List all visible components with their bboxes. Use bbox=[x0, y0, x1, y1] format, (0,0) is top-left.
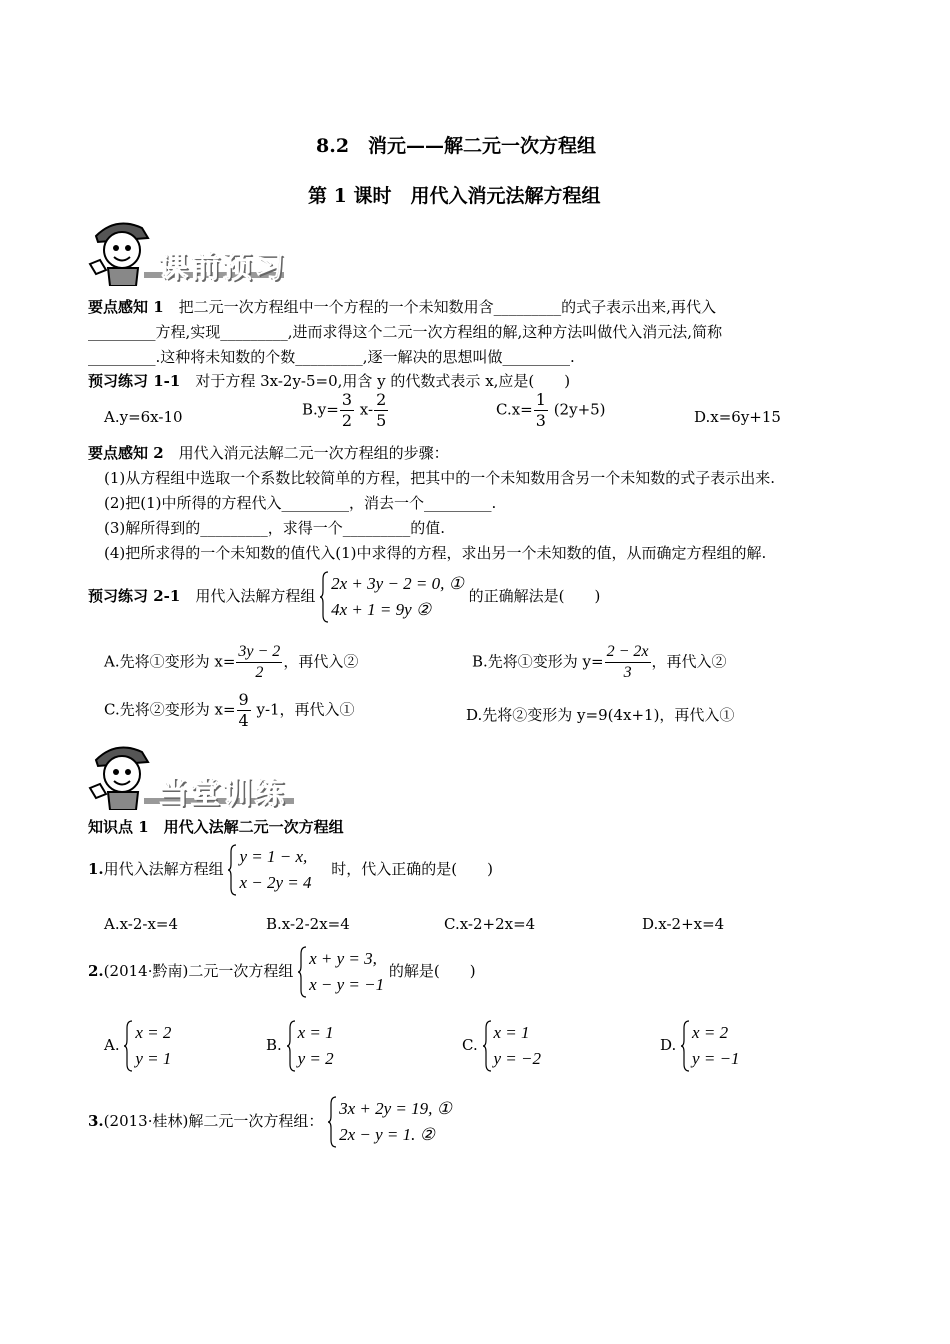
key-point-1-line2: _________方程,实现_________,进而求得这个二元一次方程组的解,这种方法叫做代入消元法,简称 bbox=[88, 323, 723, 341]
knowledge-point-1: 知识点 1 用代入法解二元一次方程组 bbox=[88, 818, 344, 836]
equation-system: y = 1 − x, x − 2y = 4 bbox=[228, 844, 311, 896]
key-point-2-stem: 要点感知 2 用代入消元法解二元一次方程组的步骤： bbox=[88, 444, 449, 462]
banner-text: 课前预习 bbox=[158, 250, 286, 285]
practice-1-1-stem: 预习练习 1-1 对于方程 3x-2y-5=0,用含 y 的代数式表示 x,应是( ) bbox=[88, 372, 571, 390]
banner-text: 当堂训练 bbox=[158, 776, 286, 811]
key-point-1-line3: _________.这种将未知数的个数_________,逐一解决的思想叫做_________. bbox=[88, 348, 575, 366]
question-2-stem: 2.(2014·黔南)二元一次方程组 x + y = 3, x − y = −1 的解是( ) bbox=[88, 946, 476, 998]
option-a: A.先将①变形为 x= $\frac{3y - 2}{2}$ ，再代入② bbox=[104, 643, 359, 681]
section-banner-preview bbox=[86, 214, 286, 286]
option-b: B.x-2-2x=4 bbox=[266, 915, 350, 933]
step-2: (2)把(1)中所得的方程代入_________，消去一个_________. bbox=[104, 494, 497, 512]
step-1: (1)从方程组中选取一个系数比较简单的方程，把其中的一个未知数用含另一个未知数的式子表示出来. bbox=[104, 469, 776, 487]
section-banner-practice bbox=[86, 738, 296, 810]
option-a: A.y=6x-10 bbox=[104, 408, 183, 426]
step-3: (3)解所得到的_________，求得一个_________的值. bbox=[104, 519, 446, 537]
equation-system: 3x + 2y = 19, ① 2x − y = 1. ② bbox=[328, 1096, 452, 1148]
equation-system: x + y = 3, x − y = −1 bbox=[298, 946, 384, 998]
option-c: C.先将②变形为 x= $\frac{9}{4}$ y-1，再代入① bbox=[104, 690, 355, 730]
option-b: B.y= $\frac{3}{2}$ x- $\frac{2}{5}$ bbox=[302, 390, 387, 430]
practice-2-1-stem: 预习练习 2-1 用代入法解方程组 2x + 3y − 2 = 0, ① 4x + 1 = 9y ② 的正确解法是( ) bbox=[88, 571, 600, 623]
option-a: A. x = 2 y = 1 bbox=[104, 1020, 171, 1072]
question-3-stem: 3.(2013·桂林)解二元一次方程组： 3x + 2y = 19, ① 2x − y = 1. ② bbox=[88, 1096, 452, 1148]
question-1-stem: 1.用代入法解方程组 y = 1 − x, x − 2y = 4 时，代入正确的是( ) bbox=[88, 844, 493, 896]
option-d: D.x=6y+15 bbox=[694, 408, 781, 426]
option-d: D.x-2+x=4 bbox=[642, 915, 725, 933]
page-title: 8.2 消元——解二元一次方程组 bbox=[316, 135, 597, 157]
equation-system: 2x + 3y − 2 = 0, ① 4x + 1 = 9y ② bbox=[320, 571, 464, 623]
option-a: A.x-2-x=4 bbox=[104, 915, 179, 933]
lesson-subtitle: 第 1 课时 用代入消元法解方程组 bbox=[308, 185, 601, 207]
option-c: C.x= $\frac{1}{3}$ (2y+5) bbox=[496, 390, 606, 430]
option-b: B. x = 1 y = 2 bbox=[266, 1020, 334, 1072]
option-c: C. x = 1 y = −2 bbox=[462, 1020, 541, 1072]
option-c: C.x-2+2x=4 bbox=[444, 915, 536, 933]
option-d: D.先将②变形为 y=9(4x+1)，再代入① bbox=[466, 706, 735, 724]
step-4: (4)把所求得的一个未知数的值代入(1)中求得的方程，求出另一个未知数的值，从而确定方程组的解. bbox=[104, 544, 767, 562]
key-point-1-line1: 要点感知 1 把二元一次方程组中一个方程的一个未知数用含_________的式子表示出来,再代入 bbox=[88, 298, 716, 316]
option-b: B.先将①变形为 y= $\frac{2 - 2x}{3}$ ，再代入② bbox=[472, 643, 727, 681]
option-d: D. x = 2 y = −1 bbox=[660, 1020, 740, 1072]
